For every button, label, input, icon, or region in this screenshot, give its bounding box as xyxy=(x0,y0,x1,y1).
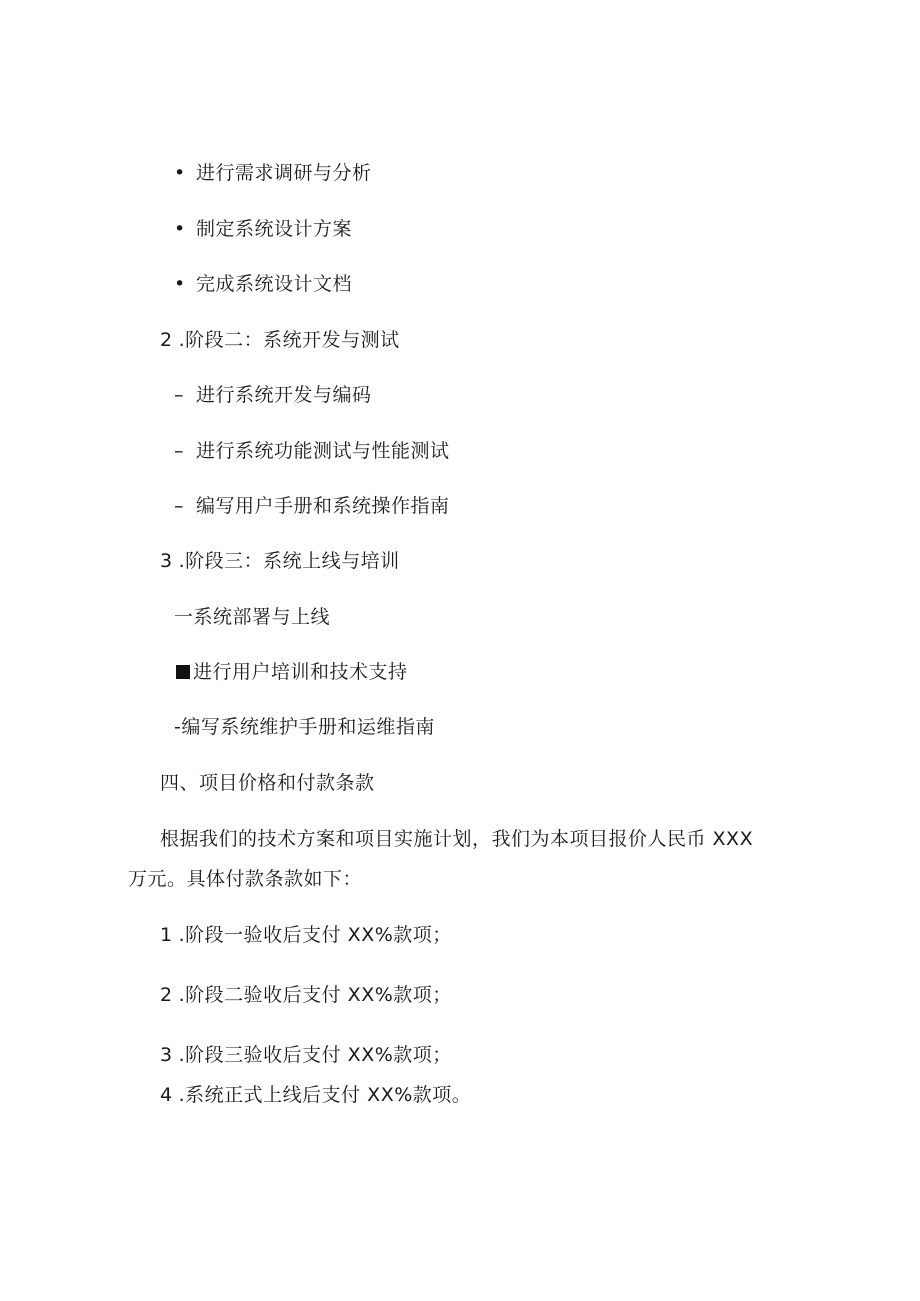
payment-text: .阶段二验收后支付 XX%款项； xyxy=(178,984,452,1006)
stage2-item xyxy=(174,438,450,464)
payment-item xyxy=(160,1042,452,1068)
section-heading: 四、项目价格和付款条款 xyxy=(160,772,375,794)
stage2-item xyxy=(174,382,372,408)
bullet-marker: • xyxy=(174,273,186,295)
stage1-item-text: 完成系统设计文档 xyxy=(196,273,353,295)
stage3-item xyxy=(174,714,435,740)
stage3-item xyxy=(176,659,408,685)
payment-number: 2 xyxy=(160,984,173,1006)
paragraph-line: 万元。具体付款条款如下： xyxy=(128,868,363,890)
payment-item xyxy=(160,922,452,948)
dash-marker: 一 xyxy=(174,606,194,628)
stage2-heading xyxy=(160,327,400,353)
payment-text: .系统正式上线后支付 XX%款项。 xyxy=(178,1084,472,1106)
bullet-marker: • xyxy=(174,218,186,240)
payment-number: 1 xyxy=(160,924,173,946)
stage3-item-text: 编写系统维护手册和运维指南 xyxy=(181,716,435,738)
dash-marker: – xyxy=(174,440,184,462)
dash-marker: - xyxy=(174,716,182,738)
bullet-marker: • xyxy=(174,162,186,184)
stage3-item-text: 进行用户培训和技术支持 xyxy=(193,661,408,683)
stage2-item-text: 进行系统功能测试与性能测试 xyxy=(196,440,450,462)
stage2-title: .阶段二：系统开发与测试 xyxy=(178,329,400,351)
stage1-item xyxy=(174,216,352,242)
stage1-item-text: 制定系统设计方案 xyxy=(196,218,353,240)
paragraph-line: 根据我们的技术方案和项目实施计划，我们为本项目报价人民币 XXX xyxy=(160,828,754,850)
payment-text: .阶段三验收后支付 XX%款项； xyxy=(178,1044,452,1066)
stage1-item xyxy=(174,160,372,186)
stage2-number: 2 xyxy=(160,329,173,351)
payment-number: 4 xyxy=(160,1084,173,1106)
payment-item xyxy=(160,982,452,1008)
stage2-item xyxy=(174,493,450,519)
payment-number: 3 xyxy=(160,1044,173,1066)
stage2-item-text: 进行系统开发与编码 xyxy=(196,384,372,406)
dash-marker: – xyxy=(174,495,184,517)
stage2-item-text: 编写用户手册和系统操作指南 xyxy=(196,495,450,517)
stage3-item-text: 系统部署与上线 xyxy=(193,606,331,628)
stage3-number: 3 xyxy=(160,550,173,572)
payment-text: .阶段一验收后支付 XX%款项； xyxy=(178,924,452,946)
payment-item xyxy=(160,1082,471,1108)
square-bullet-icon xyxy=(176,665,190,679)
stage1-item xyxy=(174,271,352,297)
dash-marker: – xyxy=(174,384,184,406)
stage3-item xyxy=(174,604,330,630)
stage3-heading xyxy=(160,548,400,574)
stage1-item-text: 进行需求调研与分析 xyxy=(196,162,372,184)
stage3-title: .阶段三：系统上线与培训 xyxy=(178,550,400,572)
